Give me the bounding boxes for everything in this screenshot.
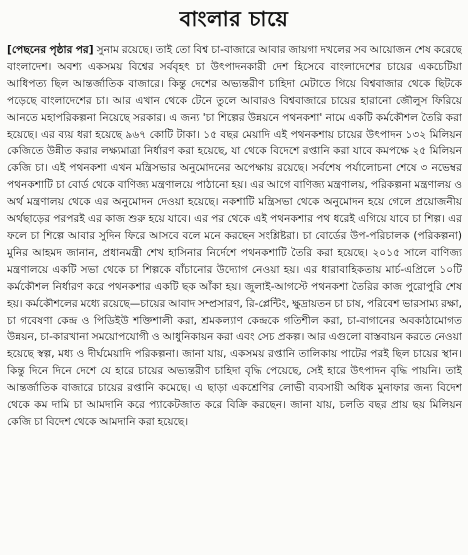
article-text: সুনাম রয়েছে। তাই তো বিশ্ব চা-বাজারে আবার জায়গা দখলের সব আয়োজন শেষ করেছে বাংলাদেশ। অবশ্য একসময় বিশ্বের সর্ববৃহৎ চা উৎপাদনকারী দেশ হিসেবে বাংলাদেশের চায়ের একচেটিয়া আধিপত্য ছিল আন্তর্জাতিক বাজারে। কিন্তু দেশের অভ্যন্তরীণ চাহিদা মেটাতে গিয়ে বিশ্ববাজার থেকে ছিটকে পড়েছে বাংলাদেশের চা। আর এখান থেকে টেনে তুলে আবারও বিশ্ববাজারে চায়ের হারানো জৌলুস ফিরিয়ে আনতে মহাপরিকল্পনা নিয়েছে সরকার। এ জন্য 'চা শিল্পের উন্নয়নে পথনকশা' নামে একটি কর্মকৌশল তৈরি করা হয়েছে। এর ব্যয় ধরা হয়েছে ৯৬৭ কোটি টাকা। ১৫ বছর মেয়াদি এই পথনকশায় চায়ের উৎপাদন ১৩২ মিলিয়ন কেজিতে উন্নীত করার লক্ষ্যমাত্রা নির্ধারণ করা হয়েছে, যা থেকে বিদেশে রপ্তানি করা যাবে কমপক্ষে ২৫ মিলিয়ন কেজি চা। এই পথনকশা এখন মন্ত্রিসভার অনুমোদনের অপেক্ষায় রয়েছে। সর্বশেষ পর্যালোচনা শেষে ৩ নভেম্বর পথনকশাটি চা বোর্ড থেকে বাণিজ্য মন্ত্রণালয়ে পাঠানো হয়। এর আগে বাণিজ্য মন্ত্রণালয়, পরিকল্পনা মন্ত্রণালয় ও অর্থ মন্ত্রণালয় থেকে এর অনুমোদন দেওয়া হয়েছে। নকশাটি মন্ত্রিসভা থেকে অনুমোদন হয়ে গেলে প্রয়োজনীয় অর্থছাড়ের পরপরই এর কাজ শুরু হয়ে যাবে। এর পর থেকে এই পথনকশার পথ ধরেই এগিয়ে যাবে চা শিল্প। এর ফলে চা শিল্পে আবার সুদিন ফিরে আসবে বলে মনে করছেন সংশ্লিষ্টরা। চা বোর্ডের উপ-পরিচালক (পরিকল্পনা) মুনির আহমদ জানান, প্রধানমন্ত্রী শেখ হাসিনার নির্দেশে পথনকশাটি তৈরি করা হয়েছে। ২০১৫ সালে বাণিজ্য মন্ত্রণালয়ে একটি সভা থেকে চা শিল্পকে বাঁচানোর উদ্যোগ নেওয়া হয়। এর ধারাবাহিকতায় মার্চ-এপ্রিলে ১০টি কর্মকৌশল নির্ধারণ করে পথনকশার একটি ছক আঁকা হয়। জুলাই-আগস্টে পথনকশা তৈরির কাজ পুরোপুরি শেষ হয়। কর্মকৌশলের মধ্যে রয়েছে—চায়ের আবাদ সম্প্রসারণ, রি-প্লেন্টিং, ক্ষুদ্রায়তন চা চাষ, পরিবেশ ভারসাম্য রক্ষা, চা গবেষণা কেন্দ্র ও পিডিইউ শক্তিশালী করা, শ্রমকল্যাণ কেন্দ্রকে গতিশীল করা, চা-বাগানের অবকাঠামোগত উন্নয়ন, চা-কারখানা সময়োপযোগী ও আধুনিকায়ন করা এবং সেচ প্রকল্প। আর এগুলো বাস্তবায়ন করতে নেওয়া হয়েছে স্বল্প, মধ্য ও দীর্ঘমেয়াদি পরিকল্পনা। জানা যায়, একসময় রপ্তানি তালিকায় পাটের পরই ছিল চায়ের স্থান। কিন্তু দিনে দিনে দেশে যে হারে চায়ের অভ্যন্তরীণ চাহিদা বৃদ্ধি পেয়েছে, সেই হারে উৎপাদন বৃদ্ধি পায়নি। তাই আন্তর্জাতিক বাজারে চায়ের রপ্তানি কমেছে। এ ছাড়া একশ্রেণির লোভী ব্যবসায়ী অধিক মুনাফার জন্য বিদেশ থেকে কম দামি চা আমদানি করে প্যাকেটজাত করে বিক্রি করছেন। জানা যায়, চলতি বছর প্রায় ছয় মিলিয়ন কেজি চা বিদেশ থেকে আমদানি করা হয়েছে। (7, 44, 462, 428)
continuation-kicker: [পেছনের পৃষ্ঠার পর] (7, 44, 94, 56)
headline: বাংলার চায়ে (179, 7, 289, 31)
article-body (7, 42, 462, 552)
